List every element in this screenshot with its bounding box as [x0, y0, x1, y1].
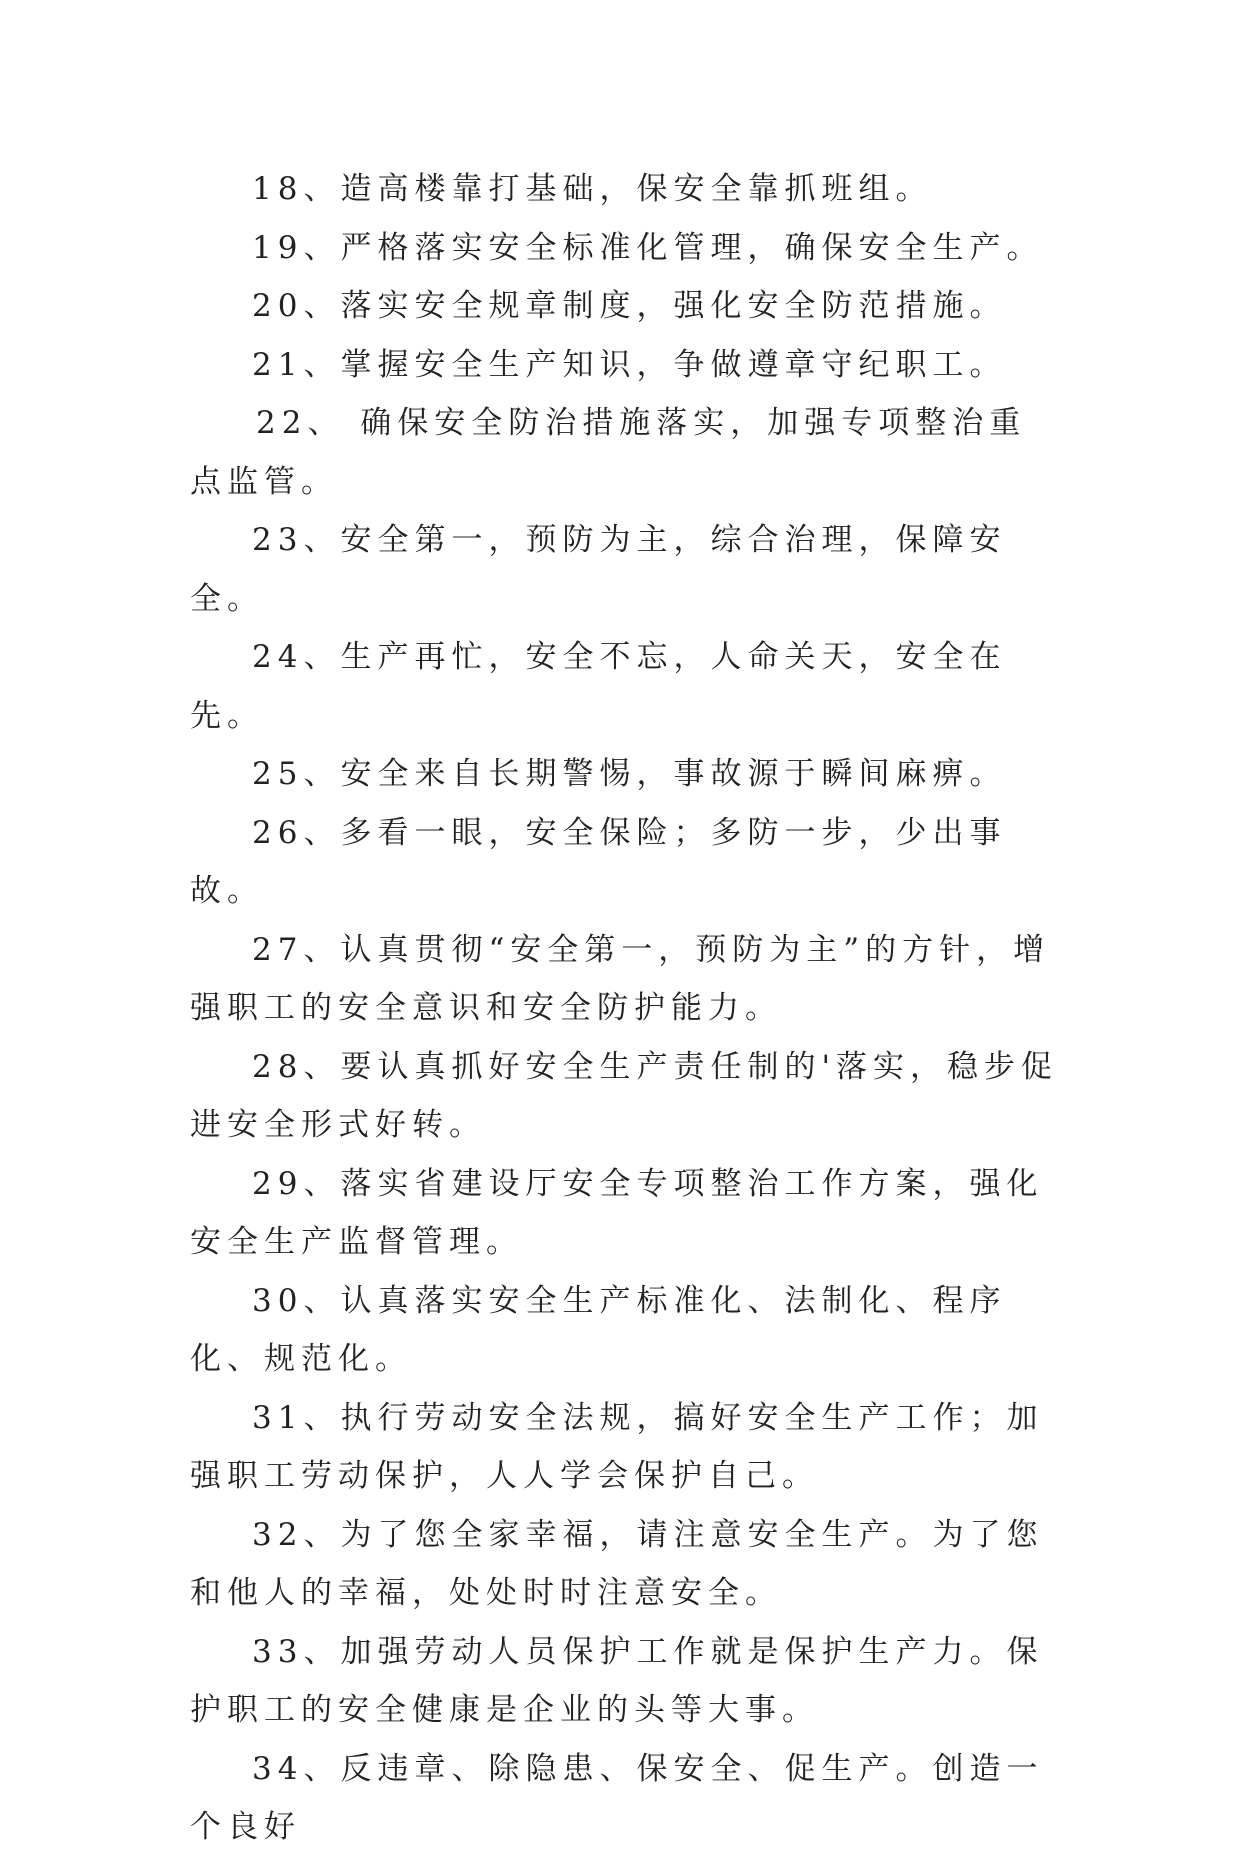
paragraph-20: 20、落实安全规章制度，强化安全防范措施。 [252, 288, 1007, 324]
paragraph-28: 28、要认真抓好安全生产责任制的'落实，稳步促进安全形式好转。 [190, 1048, 1058, 1143]
paragraph-27: 27、认真贯彻“安全第一，预防为主”的方针，增强职工的安全意识和安全防护能力。 [190, 931, 1051, 1026]
paragraph-21: 21、掌握安全生产知识，争做遵章守纪职工。 [252, 346, 1007, 383]
paragraph-26: 26、多看一眼，安全保险；多防一步，少出事故。 [190, 814, 1007, 909]
paragraph-29: 29、落实省建设厅安全专项整治工作方案，强化安全生产监督管理。 [190, 1165, 1044, 1260]
paragraph-33: 33、加强劳动人员保护工作就是保护生产力。保护职工的安全健康是企业的头等大事。 [190, 1633, 1044, 1728]
paragraph-23: 23、安全第一，预防为主，综合治理，保障安全。 [190, 522, 1007, 617]
document-body [190, 160, 1060, 1857]
paragraph-25: 25、安全来自长期警惕，事故源于瞬间麻痹。 [252, 756, 1007, 792]
paragraph-30: 30、认真落实安全生产标准化、法制化、程序化、规范化。 [190, 1282, 1007, 1377]
paragraph-22: 22、 确保安全防治措施落实，加强专项整治重点监管。 [190, 405, 1027, 500]
paragraph-19: 19、严格落实安全标准化管理，确保安全生产。 [252, 229, 1044, 266]
paragraph-34: 34、反违章、除隐患、保安全、促生产。创造一个良好 [190, 1750, 1044, 1845]
paragraph-31: 31、执行劳动安全法规，搞好安全生产工作；加强职工劳动保护，人人学会保护自己。 [190, 1399, 1044, 1494]
paragraph-24: 24、生产再忙，安全不忘，人命关天，安全在先。 [190, 639, 1007, 734]
paragraph-32: 32、为了您全家幸福，请注意安全生产。为了您和他人的幸福，处处时时注意安全。 [190, 1516, 1044, 1611]
paragraph-18: 18、造高楼靠打基础，保安全靠抓班组。 [252, 171, 933, 207]
